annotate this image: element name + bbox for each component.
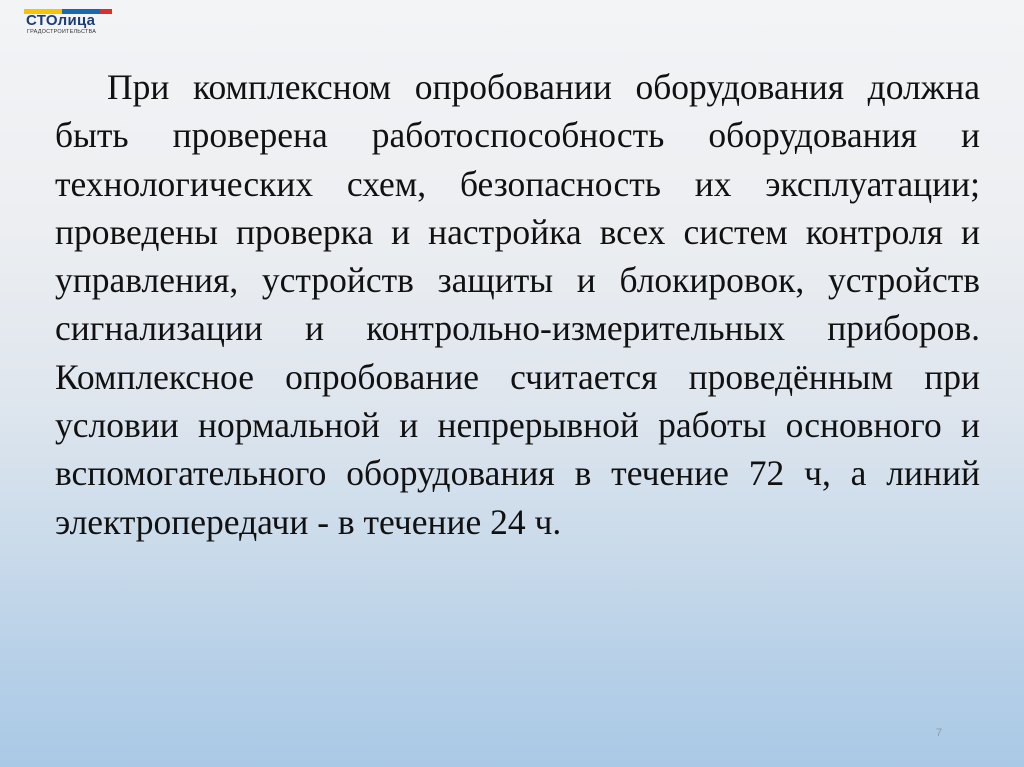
logo-subtitle: ГРАДОСТРОИТЕЛЬСТВА [27, 29, 97, 35]
slide-page-number: 7 [936, 727, 943, 739]
slide-body-text: При комплексном опробовании оборудования должна быть проверена работоспособность оборудования и технологических схем, безопасность их эксплуатации; проведены проверка и настройка всех систем контроля и управления, устройств защиты и блокировок, устройств сигнализации и контрольно-измерительных приборов. Комплексное опробование считается проведённым при условии нормальной и непрерывной работы основного и вспомогательного оборудования в течение 72 ч, а линий электропередачи - в течение 24 ч. [55, 67, 980, 542]
logo-bar-red [100, 9, 112, 14]
company-logo [24, 9, 114, 37]
logo-wordmark: СТОлица [26, 12, 96, 29]
